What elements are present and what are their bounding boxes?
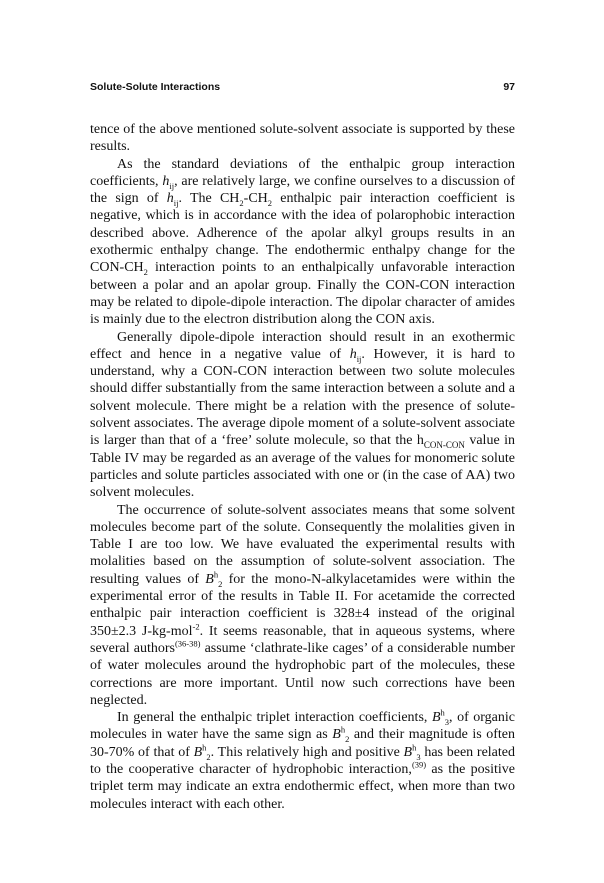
subscript: 2 [239,197,244,208]
paragraph-text: In general the enthalpic triplet interaction coefficients, [117,710,428,726]
subscript: ij [173,197,179,208]
paragraph-text: and their magnitude is often 30-70% of that of [90,727,516,760]
paragraph-text: . However, it is hard to understand, why a CON-CON interaction between two solute molecules should differ substantially from the same interaction between a solute and a solvent molecule. There might be a relation with the presence of solute-solvent associates. The average dipole moment of a solute-solvent associate is larger than that of a ‘free’ solute molecule, so that the [90,346,515,449]
paragraph-text: assume ‘clathrate-like cages’ of a considerable number of water molecules around the hydrophobic part of the molecules, these corrections are more important. Until now such corrections have been neglected. [90,640,515,708]
paragraph-text: . This relatively high and positive [210,744,400,760]
paragraph-text: value in Table IV may be regarded as an average of the values for monomeric solute particles and solute particles associated with one or (in the case of AA) two solvent molecules. [90,433,515,501]
paragraph-text: -CH [243,191,268,207]
subscript: 2 [206,751,211,762]
symbol-h: h [166,191,174,207]
superscript: h [213,569,219,580]
citation-ref: (36-38) [174,638,201,649]
symbol-B: B [403,744,413,760]
paragraph-text: As the standard deviations of the enthalpic group interaction coefficients, [90,156,515,189]
superscript: h [440,707,445,718]
superscript: -2 [192,620,200,631]
subscript: 2 [267,197,273,208]
paragraph-3 [90,329,515,502]
running-header [90,81,515,97]
paragraph-5 [90,709,515,813]
symbol-h: h [349,346,357,362]
subscript: CON-CON [423,440,465,451]
paragraph-text: , of organic molecules in water have the same sign as [90,710,515,743]
subscript: 2 [143,267,148,278]
subscript: 3 [444,716,450,727]
superscript: h [340,724,346,735]
subscript: ij [356,353,362,364]
subscript: 2 [218,578,223,589]
paragraph-text: . It seems reasonable, that in aqueous systems, where several authors [90,623,515,656]
paragraph-text: . The CH [178,191,240,207]
paragraph-4 [90,502,515,710]
paragraph-text: enthalpic pair interaction coefficient is negative, which is in accordance with the idea of polarophobic interaction described above. Adherence of the apolar alkyl groups results in an exothermic enthalpy change. The endothermic enthalpy change for the CON-CH [90,191,515,276]
paragraph-text: has been related to the cooperative character of hydrophobic interaction, [90,744,515,777]
symbol-B: B [193,744,203,760]
paragraph-text: interaction points to an enthalpically unfavorable interaction between a polar and an apolar group. Finally the CON-CON interaction may be related to dipole-dipole interaction. The dipolar character of amides is mainly due to the electron distribution along the CON axis. [90,260,515,328]
paragraph-text: for the mono-N-alkylacetamides were within the experimental error of the results in Table II. For acetamide the corrected enthalpic pair interaction coefficient is 328±4 instead of the original 350±2.3 J-kg-mol [90,571,516,639]
superscript: h [202,742,207,753]
symbol-B: B [205,571,214,587]
paragraph-2 [90,156,515,329]
symbol-h: h [162,173,170,189]
page-number: 97 [503,81,515,93]
running-title: Solute-Solute Interactions [90,81,221,93]
body-text [90,121,515,813]
paragraph-text: Generally dipole-dipole interaction should result in an exothermic effect and hence in a negative value of [90,329,515,362]
paragraph-text: The occurrence of solute-solvent associates means that some solvent molecules become part of the solute. Consequently the molalities given in Table I are too low. We have evaluated the experimental results with molalities based on the assumption of solute-solvent association. The resulting values of [90,502,515,587]
subscript: 2 [345,734,350,745]
paragraph-text: , are relatively large, we confine ourselves to a discussion of the sign of [90,173,515,207]
superscript: h [412,742,417,753]
paragraph-text: as the positive triplet term may indicate an extra endothermic effect, when more than two molecules interact with each other. [90,761,515,812]
paragraph-text: tence of the above mentioned solute-solvent associate is supported by these results. [90,122,515,155]
symbol-hcon: h [416,433,424,449]
subscript: 3 [416,751,421,762]
symbol-B: B [431,710,441,726]
citation-ref: (39) [411,759,427,770]
paragraph-1 [90,121,515,156]
symbol-B: B [332,727,341,743]
subscript: ij [169,180,175,191]
